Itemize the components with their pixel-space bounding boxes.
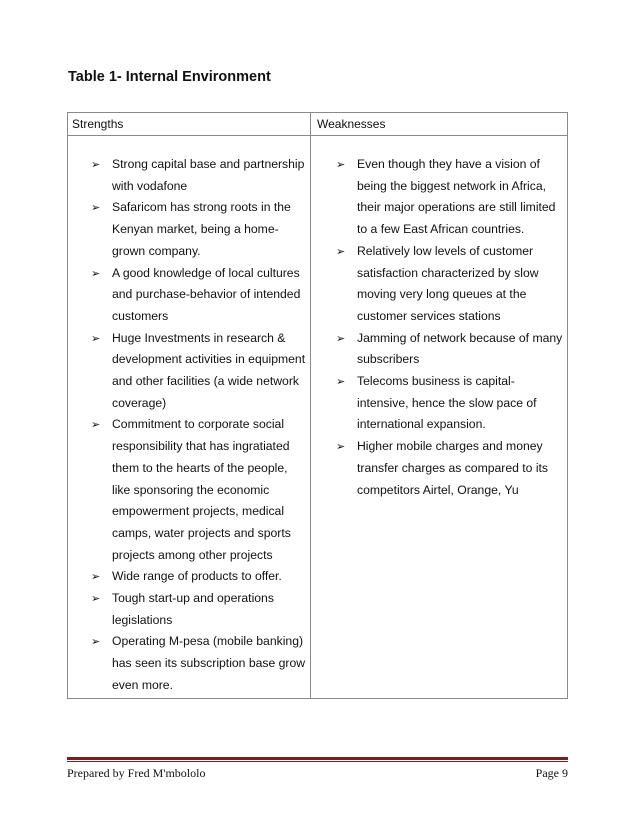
arrow-bullet-icon: ➢ [91, 266, 101, 280]
arrow-bullet-icon: ➢ [91, 158, 101, 171]
weakness-item: ➢ Telecoms business is capital-intensive, hence the slow pace of international expansion. [325, 371, 565, 436]
arrow-bullet-icon: ➢ [91, 635, 101, 649]
strength-item: ➢ Huge Investments in research & development activities in equipment and other facilities (a wide network coverage) [80, 328, 308, 415]
arrow-bullet-icon: ➢ [91, 418, 101, 432]
arrow-bullet-icon: ➢ [336, 158, 346, 171]
arrow-bullet-icon: ➢ [91, 570, 101, 584]
internal-environment-table [67, 112, 568, 699]
footer-rule-thick [67, 757, 568, 760]
arrow-bullet-icon: ➢ [91, 331, 101, 345]
weakness-item: ➢ Even though they have a vision of being the biggest network in Africa, their major operations are still limited to a few East African countries. [325, 154, 565, 241]
weaknesses-list [325, 154, 565, 501]
weakness-item: ➢ Relatively low levels of customer satisfaction characterized by slow moving very long queues at the customer services stations [325, 241, 565, 328]
footer-author: Prepared by Fred M'mbololo [67, 766, 206, 780]
strength-item: ➢ Operating M-pesa (mobile banking) has seen its subscription base grow even more. [80, 631, 308, 696]
arrow-bullet-icon: ➢ [336, 331, 346, 345]
strengths-header: Strengths [72, 117, 124, 131]
strength-item: ➢ A good knowledge of local cultures and purchase-behavior of intended customers [80, 263, 308, 328]
strength-item: ➢ Commitment to corporate social responsibility that has ingratiated them to the hearts of the people, like sponsoring the economic empowerment projects, medical camps, water projects and sports projects among other projects [80, 414, 308, 566]
arrow-bullet-icon: ➢ [91, 201, 101, 215]
arrow-bullet-icon: ➢ [91, 592, 101, 606]
strength-item: ➢ Strong capital base and partnership with vodafone [80, 154, 308, 197]
weaknesses-header: Weaknesses [317, 117, 386, 131]
weakness-item: ➢ Higher mobile charges and money transfer charges as compared to its competitors Airtel, Orange, Yu [325, 436, 565, 501]
footer-rule-thin [67, 761, 568, 762]
page-number: Page 9 [535, 766, 568, 780]
arrow-bullet-icon: ➢ [336, 440, 346, 454]
strengths-list [80, 154, 308, 697]
strength-item: ➢ Wide range of products to offer. [80, 566, 308, 588]
strength-item: ➢ Tough start-up and operations legislations [80, 588, 308, 631]
arrow-bullet-icon: ➢ [336, 375, 346, 389]
arrow-bullet-icon: ➢ [336, 244, 346, 258]
weakness-item: ➢ Jamming of network because of many subscribers [325, 328, 565, 371]
column-divider [310, 113, 311, 698]
strength-item: ➢ Safaricom has strong roots in the Kenyan market, being a home-grown company. [80, 197, 308, 262]
table-title: Table 1- Internal Environment [68, 69, 271, 85]
